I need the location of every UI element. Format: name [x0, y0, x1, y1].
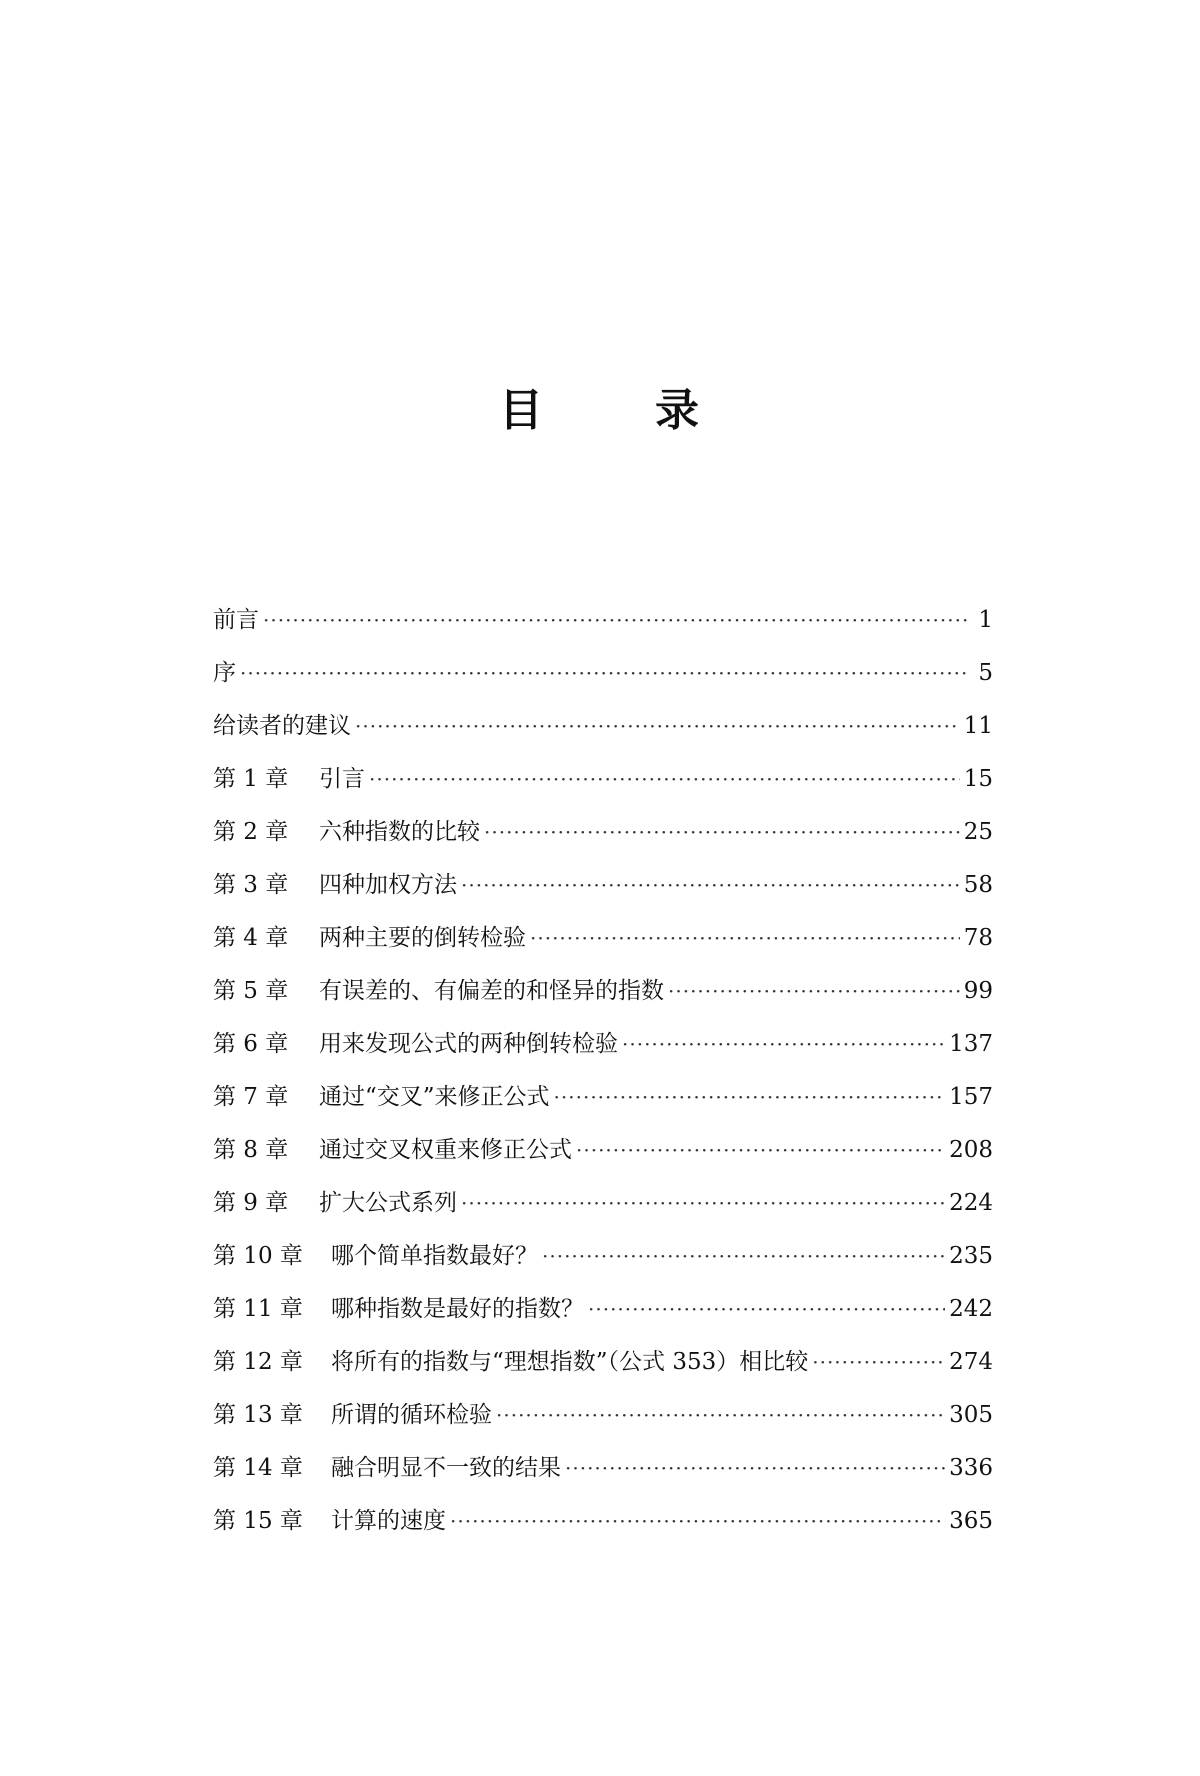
toc-entry-title: 两种主要的倒转检验 [319, 924, 526, 951]
toc-entry[interactable] [213, 805, 993, 858]
toc-entry-title: 有误差的、有偏差的和怪异的指数 [319, 977, 664, 1004]
toc-dot-leader [668, 976, 960, 1006]
toc-dot-leader [576, 1135, 945, 1165]
toc-entry[interactable] [213, 593, 993, 646]
title-char-right: 录 [655, 385, 701, 436]
toc-chapter-number: 第 4 章 [213, 924, 289, 951]
toc-entry-title: 四种加权方法 [319, 871, 457, 898]
toc-chapter-number: 第 14 章 [213, 1454, 303, 1481]
toc-page-number: 305 [949, 1401, 993, 1428]
title-char-left: 目 [499, 385, 545, 436]
toc-page-number: 157 [949, 1083, 993, 1110]
toc-entry-title: 哪个简单指数最好？ [331, 1242, 538, 1269]
toc-entry[interactable] [213, 1335, 993, 1388]
toc-chapter-number: 第 7 章 [213, 1083, 289, 1110]
toc-entry[interactable] [213, 1176, 993, 1229]
toc-entry-title: 将所有的指数与“理想指数”（公式 353）相比较 [331, 1348, 809, 1375]
toc-entry-title: 引言 [319, 765, 365, 792]
toc-entry[interactable] [213, 1229, 993, 1282]
toc-dot-leader [461, 1188, 945, 1218]
toc-page-number: 5 [978, 659, 993, 686]
toc-dot-leader [588, 1294, 945, 1324]
toc-entry[interactable] [213, 911, 993, 964]
toc-entry-title: 序 [213, 659, 236, 686]
toc-entry[interactable] [213, 964, 993, 1017]
toc-entry-title: 通过“交叉”来修正公式 [319, 1083, 550, 1110]
toc-page-number: 58 [963, 871, 993, 898]
table-of-contents [213, 593, 993, 1547]
toc-chapter-number: 第 10 章 [213, 1242, 303, 1269]
toc-entry-title: 扩大公式系列 [319, 1189, 457, 1216]
toc-chapter-number: 第 6 章 [213, 1030, 289, 1057]
toc-entry[interactable] [213, 1123, 993, 1176]
toc-entry-title: 哪种指数是最好的指数？ [331, 1295, 584, 1322]
toc-page-number: 365 [949, 1507, 993, 1534]
toc-chapter-number: 第 9 章 [213, 1189, 289, 1216]
toc-page-number: 99 [963, 977, 993, 1004]
toc-page-number: 274 [949, 1348, 993, 1375]
toc-dot-leader [240, 658, 969, 688]
toc-page-number: 78 [963, 924, 993, 951]
toc-dot-leader [450, 1506, 945, 1536]
toc-dot-leader [554, 1082, 946, 1112]
toc-chapter-number: 第 11 章 [213, 1295, 303, 1322]
toc-page-number: 11 [963, 712, 993, 739]
toc-page-number: 208 [949, 1136, 993, 1163]
toc-entry[interactable] [213, 1282, 993, 1335]
toc-entry[interactable] [213, 1494, 993, 1547]
toc-page-number: 15 [963, 765, 993, 792]
toc-dot-leader [369, 764, 960, 794]
toc-entry[interactable] [213, 1388, 993, 1441]
toc-page-number: 1 [978, 606, 993, 633]
toc-chapter-number: 第 12 章 [213, 1348, 303, 1375]
toc-entry-title: 给读者的建议 [213, 712, 351, 739]
toc-entry-title: 前言 [213, 606, 259, 633]
toc-chapter-number: 第 8 章 [213, 1136, 289, 1163]
toc-page-number: 137 [949, 1030, 993, 1057]
toc-entry[interactable] [213, 1070, 993, 1123]
toc-entry-title: 用来发现公式的两种倒转检验 [319, 1030, 618, 1057]
toc-entry[interactable] [213, 1017, 993, 1070]
toc-dot-leader [812, 1347, 945, 1377]
toc-entry-title: 通过交叉权重来修正公式 [319, 1136, 572, 1163]
toc-chapter-number: 第 3 章 [213, 871, 289, 898]
toc-dot-leader [622, 1029, 945, 1059]
toc-dot-leader [565, 1453, 945, 1483]
toc-entry[interactable] [213, 858, 993, 911]
toc-entry-title: 六种指数的比较 [319, 818, 480, 845]
toc-chapter-number: 第 2 章 [213, 818, 289, 845]
toc-entry[interactable] [213, 752, 993, 805]
toc-dot-leader [496, 1400, 945, 1430]
toc-entry-title: 计算的速度 [331, 1507, 446, 1534]
toc-page-number: 235 [949, 1242, 993, 1269]
page-title [0, 383, 1200, 439]
toc-page-number: 224 [949, 1189, 993, 1216]
toc-page-number: 336 [949, 1454, 993, 1481]
toc-entry[interactable] [213, 646, 993, 699]
toc-dot-leader [542, 1241, 945, 1271]
toc-dot-leader [484, 817, 960, 847]
toc-page-number: 242 [949, 1295, 993, 1322]
toc-chapter-number: 第 5 章 [213, 977, 289, 1004]
toc-page-number: 25 [963, 818, 993, 845]
toc-chapter-number: 第 13 章 [213, 1401, 303, 1428]
toc-chapter-number: 第 1 章 [213, 765, 289, 792]
toc-entry-title: 融合明显不一致的结果 [331, 1454, 561, 1481]
toc-entry[interactable] [213, 1441, 993, 1494]
toc-entry-title: 所谓的循环检验 [331, 1401, 492, 1428]
toc-dot-leader [461, 870, 960, 900]
toc-dot-leader [530, 923, 960, 953]
toc-entry[interactable] [213, 699, 993, 752]
toc-dot-leader [355, 711, 960, 741]
toc-dot-leader [263, 605, 969, 635]
toc-chapter-number: 第 15 章 [213, 1507, 303, 1534]
